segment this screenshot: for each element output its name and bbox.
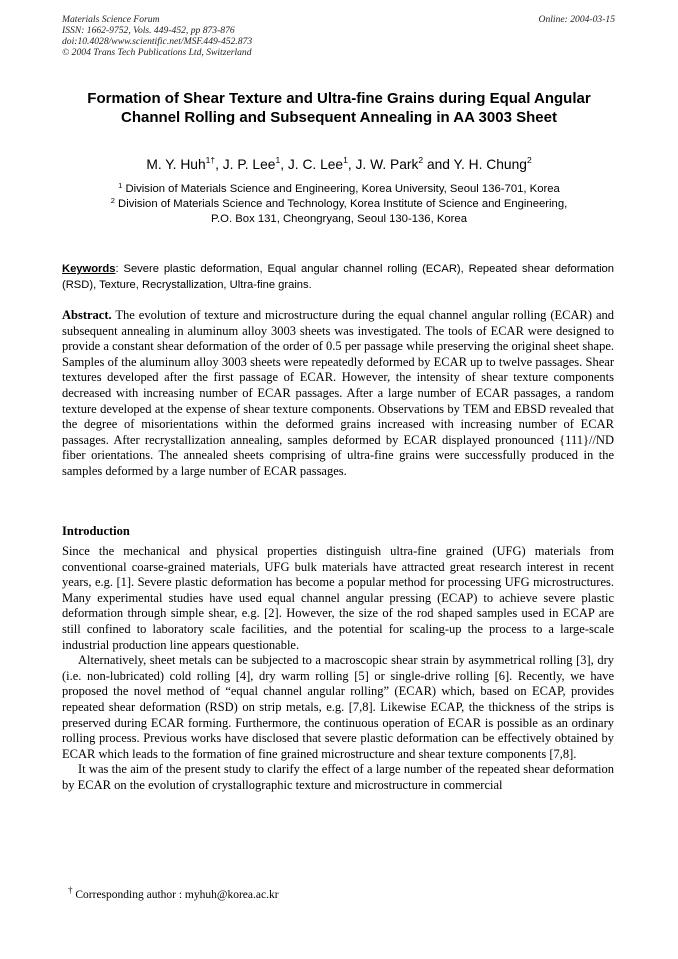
keywords-label: Keywords [62,263,116,275]
corresponding-author-footnote: † Corresponding author : myhuh@korea.ac.kr [68,885,279,901]
section-heading-introduction: Introduction [62,524,130,538]
title-line-2: Channel Rolling and Subsequent Annealing in AA 3003 Sheet [121,109,557,126]
author: J. P. Lee$^1$, [222,155,288,172]
author: Y. H. Chung$^2$ [453,155,532,172]
abstract [62,308,614,480]
abstract-text: The evolution of texture and microstructure during the equal channel angular rolling (ECAR) and subsequent annealing in aluminum alloy 3003 sheets was investigated. The tools of ECAR were designed to provide a constant shear deformation of the order of 0.5 per passage while preserving the original sheet shape. Samples of the aluminum alloy 3003 sheets were repeatedly deformed by ECAR up to twelve passages. Shear textures developed after the first passage of ECAR. However, the intensity of shear texture components decreased with increasing number of ECAR passages. After a large number of ECAR passages, a random texture developed at the expense of shear texture components. Observations by TEM and EBSD revealed that the degree of misorientations within the deformed grains increased with increasing number of ECAR passages. After recrystallization annealing, samples deformed by ECAR displayed pronounced {111}//ND fiber orientations. The annealed sheets comprising of ultra-fine grains were successfully produced in the samples deformed by a large number of ECAR passages. [62,308,614,478]
author-list [40,155,638,175]
author: J. W. Park$^2$ and [355,155,454,172]
keywords-text: Severe plastic deformation, Equal angular channel rolling (ECAR), Repeated shear deformation (RSD), Texture, Recrystallization, Ultra-fine grains. [62,263,615,291]
paper-title [40,89,638,127]
abstract-label: Abstract. [62,308,112,322]
author: M. Y. Huh$^{1\dagger}$, [146,155,223,172]
affiliation-1: $^1$ Division of Materials Science and Engineering, Korea University, Seoul 136-701, Korea [118,181,560,195]
journal-issn: ISSN: 1662-9752, Vols. 449-452, pp 873-876 [62,25,235,36]
affiliation-2: $^2$ Division of Materials Science and Technology, Korea Institute of Science and Engineering, [110,196,568,210]
paragraph: Since the mechanical and physical properties distinguish ultra-fine grained (UFG) materials from conventional coarse-grained materials, UFG bulk materials have attracted great research interest in recent years, e.g. [1]. Severe plastic deformation has become a popular method for processing UFG microstructures. Many experimental studies have used equal channel angular pressing (ECAP) to achieve severe plastic deformation through simple shear, e.g. [2]. However, the size of the rod shaped samples used in ECAP are still confined to laboratory scale facilities, and the potential for scaling-up the process to a large-scale industrial production line appears questionable. [62,544,614,652]
journal-copyright: © 2004 Trans Tech Publications Ltd, Switzerland [62,47,252,58]
keywords: Keywords: Severe plastic deformation, Equal angular channel rolling (ECAR), Repeated shear deformation (RSD), Texture, Recrystallization, Ultra-fine grains. [62,263,615,291]
journal-name: Materials Science Forum [62,14,160,25]
affiliation-2-address: P.O. Box 131, Cheongryang, Seoul 130-136, Korea [210,213,468,225]
affiliations [40,182,638,227]
author: J. C. Lee$^1$, [287,155,356,172]
introduction-body [62,544,614,794]
journal-doi: doi:10.4028/www.scientific.net/MSF.449-452.873 [62,36,253,47]
paragraph: It was the aim of the present study to clarify the effect of a large number of the repeated shear deformation by ECAR on the evolution of crystallographic texture and microstructure in commercial [62,762,614,792]
journal-header [62,14,252,58]
paragraph: Alternatively, sheet metals can be subjected to a macroscopic shear strain by asymmetrical rolling [3], dry (i.e. non-lubricated) cold rolling [4], dry warm rolling [5] or single-drive rolling [6]. Recently, we have proposed the novel method of “equal channel angular rolling” (ECAR) which, based on ECAP, provides repeated shear deformation (RSD) on strip metals, e.g. [7,8]. Likewise ECAP, the thickness of the strips is preserved during ECAR forming. Furthermore, the continuous operation of ECAR is possible as an ordinary rolling process. Previous works have disclosed that severe plastic deformation can be effectively obtained by ECAR which leads to the formation of fine grained microstructure and shear texture components [7,8]. [62,653,614,761]
online-date: Online: 2004-03-15 [538,14,615,25]
title-line-1: Formation of Shear Texture and Ultra-fine Grains during Equal Angular [87,90,591,107]
